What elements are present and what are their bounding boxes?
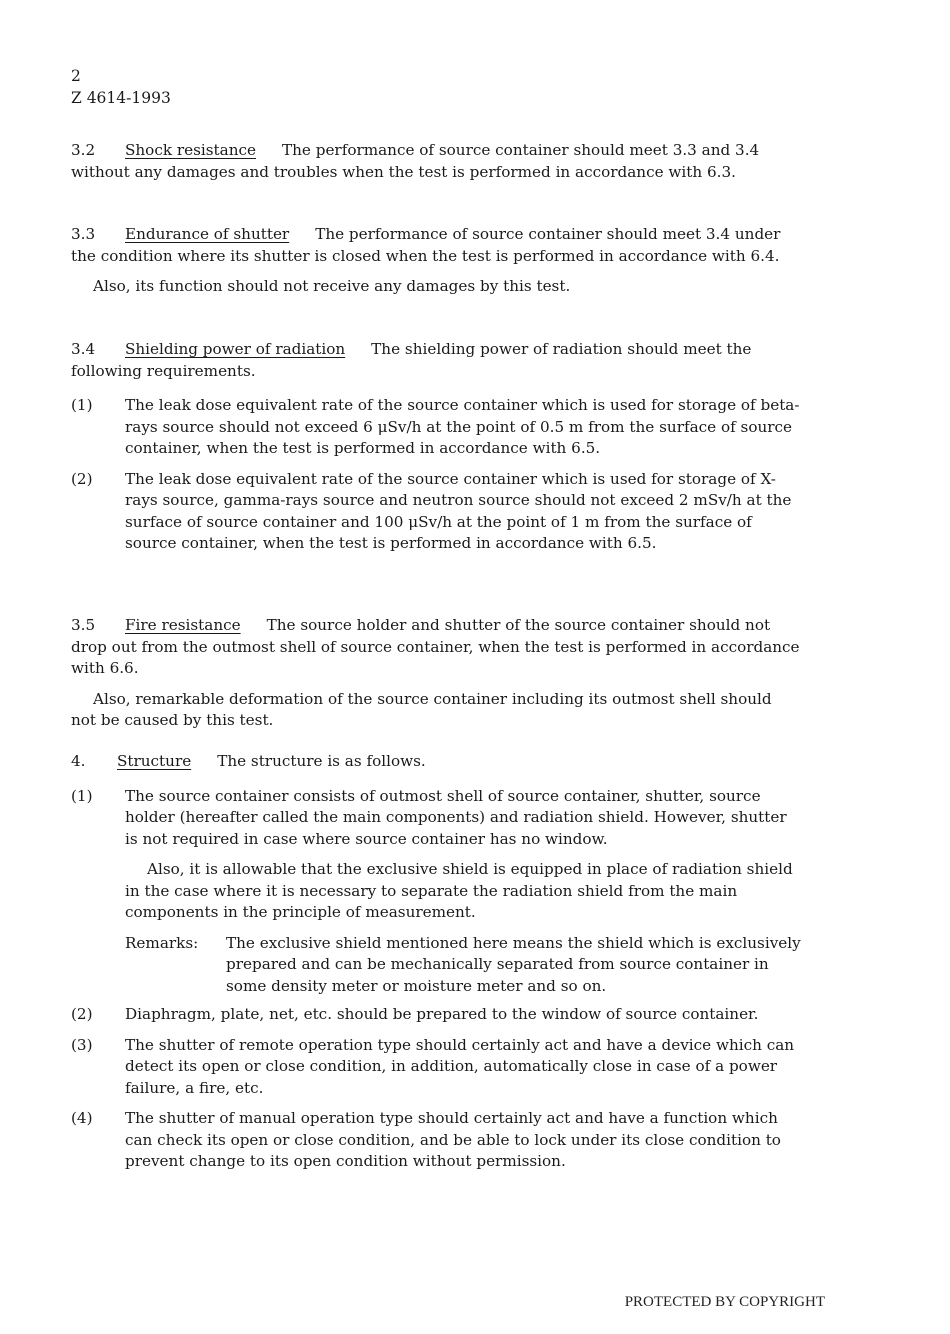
item-text: The leak dose equivalent rate of the source container which is used for storage of beta-rays source should not exceed 6 μSv/h at the point of 0.5 m from the surface of source container, when the test is performed in accordance with 6.5.	[125, 396, 800, 457]
remarks-note	[125, 933, 801, 998]
section-4	[71, 751, 801, 1173]
item-text: The shutter of remote operation type should certainly act and have a device which can detect its open or close condition, in addition, automatically close in case of a power failure, a fire, etc.	[125, 1035, 795, 1097]
page-number: 2	[71, 67, 81, 85]
section-text: The performance of source container should meet 3.4 under the condition where its shutter is closed when the test is performed in accordance with 6.4.	[71, 225, 781, 265]
remarks-text: The exclusive shield mentioned here means the shield which is exclusively prepared and can be mechanically separated from source container in some density meter or moisture meter and so on.	[226, 933, 801, 995]
list-item	[71, 469, 801, 555]
section-text: The source holder and shutter of the source container should not drop out from the outmost shell of source container, when the test is performed in accordance with 6.6.	[71, 616, 800, 677]
item-text: Diaphragm, plate, net, etc. should be prepared to the window of source container.	[125, 1005, 759, 1023]
item-number: (1)	[71, 396, 93, 414]
section-text: The performance of source container should meet 3.3 and 3.4 without any damages and troubles when the test is performed in accordance with 6.3.	[71, 141, 760, 181]
section-paragraph: Also, its function should not receive any damages by this test.	[93, 277, 571, 295]
section-3-2	[71, 140, 801, 183]
item-number: (2)	[71, 469, 93, 488]
section-number: 3.4	[71, 340, 96, 358]
item-paragraph: Also, it is allowable that the exclusive shield is equipped in place of radiation shield in the case where it is necessary to separate the radiation shield from the main components in the principle of measurement.	[125, 860, 793, 921]
page-header	[71, 65, 171, 109]
list-item	[71, 1035, 801, 1100]
section-number: 3.2	[71, 141, 96, 159]
list-item	[71, 1108, 801, 1173]
section-title: Fire resistance	[125, 616, 241, 634]
list-item	[71, 1004, 801, 1026]
section-3-4	[71, 339, 801, 555]
section-text: The shielding power of radiation should meet the following requirements.	[71, 340, 752, 380]
section-3-5	[71, 615, 801, 732]
section-number: 4.	[71, 752, 86, 770]
item-text: The leak dose equivalent rate of the source container which is used for storage of X-rays source, gamma-rays source and neutron source should not exceed 2 mSv/h at the surface of source container and 100 μSv/h at the point of 1 m from the surface of source container, when the test is performed in accordance with 6.5.	[125, 469, 792, 552]
section-title: Shielding power of radiation	[125, 340, 346, 358]
section-text: The structure is as follows.	[217, 752, 426, 770]
section-paragraph: Also, remarkable deformation of the source container including its outmost shell should not be caused by this test.	[71, 689, 772, 729]
section-3-3	[71, 224, 801, 298]
item-number: (4)	[71, 1109, 93, 1127]
section-number: 3.3	[71, 225, 96, 243]
section-number: 3.5	[71, 616, 96, 634]
copyright-notice: PROTECTED BY COPYRIGHT	[624, 1294, 825, 1310]
section-title: Structure	[117, 752, 192, 770]
section-title: Endurance of shutter	[125, 225, 290, 243]
remarks-label: Remarks:	[125, 933, 199, 952]
item-text: The shutter of manual operation type should certainly act and have a function which can check its open or close condition, and be able to lock under its close condition to prevent change to its open condition without permission.	[125, 1109, 781, 1170]
list-item	[71, 786, 801, 998]
list-item	[71, 395, 801, 460]
item-number: (1)	[71, 786, 93, 805]
item-number: (3)	[71, 1035, 93, 1054]
item-text: The source container consists of outmost shell of source container, shutter, source holder (hereafter called the main components) and radiation shield. However, shutter is not required in case where source container has no window.	[125, 786, 787, 848]
section-title: Shock resistance	[125, 141, 256, 159]
standard-id: Z 4614-1993	[71, 89, 171, 107]
item-number: (2)	[71, 1005, 93, 1023]
